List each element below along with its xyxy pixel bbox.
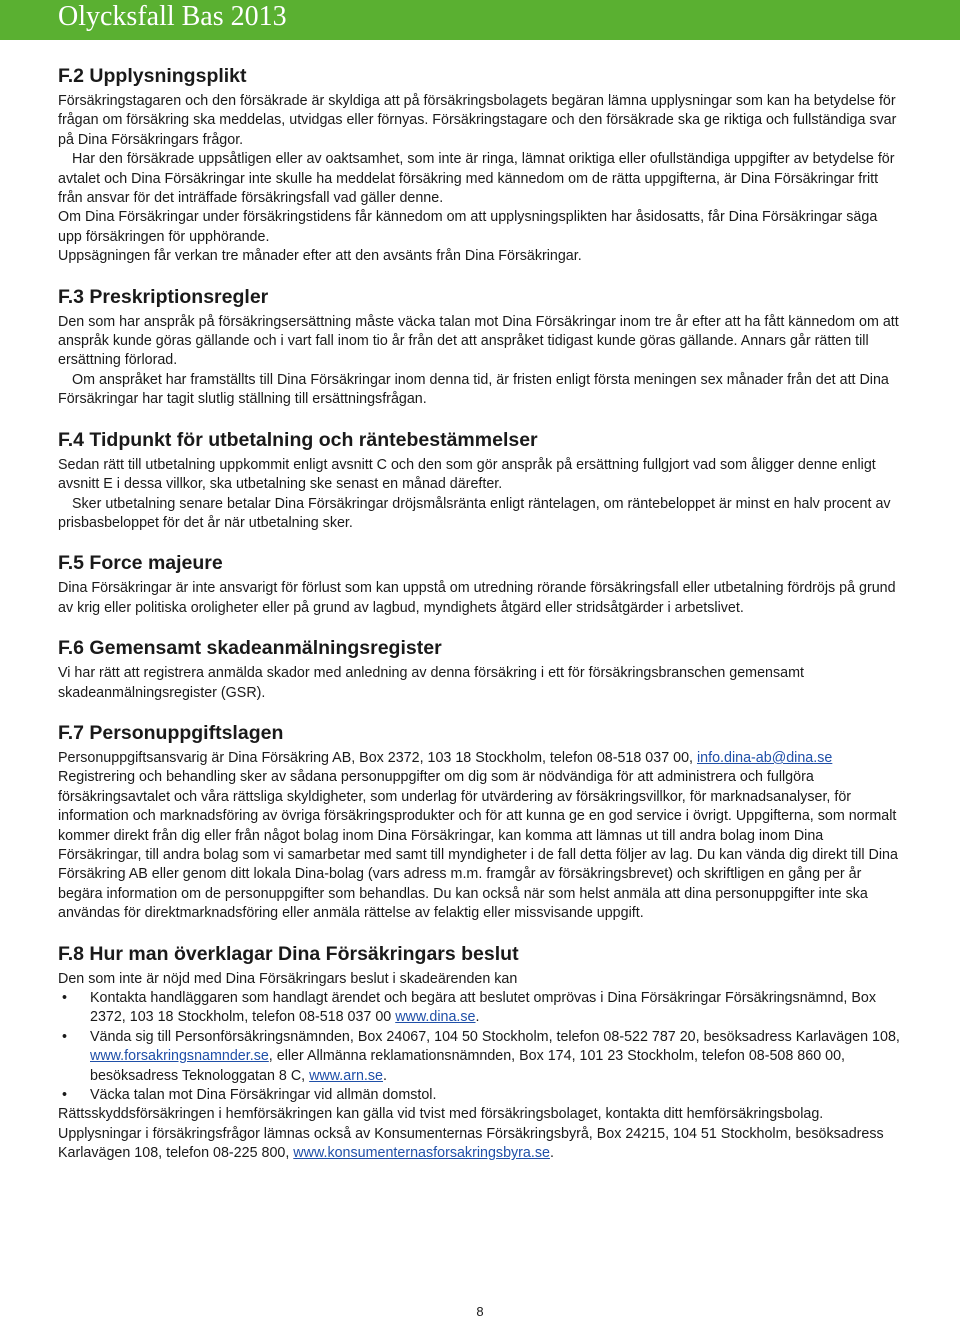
section-heading: F.5 Force majeure	[58, 552, 223, 575]
section-f3	[58, 285, 904, 410]
paragraph	[58, 749, 904, 924]
konsumenternas-link[interactable]: www.konsumenternasforsakringsbyra.se	[293, 1145, 550, 1162]
list-item	[58, 1086, 904, 1105]
document-title: Olycksfall Bas 2013	[58, 1, 287, 32]
bullet-list	[58, 989, 904, 1105]
paragraph: Om Dina Försäkringar under försäkringstidens får kännedom om att upplysningsplikten har åsidosatts, får Dina Försäkringar säga upp försäkringen för upphörande.	[58, 209, 878, 245]
text-run: Kontakta handläggaren som handlagt ärendet och begära att beslutet omprövas i Dina Försäkringar Försäkringsnämnd, Box 2372, 103 18 Stockholm, telefon 08-518 037 00	[90, 990, 876, 1026]
section-heading: F.4 Tidpunkt för utbetalning och räntebestämmelser	[58, 428, 538, 451]
bullet-icon: •	[62, 990, 68, 1006]
section-f4	[58, 428, 904, 534]
section-f2	[58, 64, 904, 267]
paragraph: Den som inte är nöjd med Dina Försäkringars beslut i skadeärenden kan	[58, 970, 518, 987]
list-item	[58, 1028, 904, 1086]
paragraph: Om anspråket har framställts till Dina Försäkringar inom denna tid, är fristen enligt första meningen sex månader från det att Dina Försäkringar har tagit slutlig ställning till ersättningsfrågan.	[58, 371, 889, 408]
text-run: Rättsskyddsförsäkringen i hemförsäkringen kan gälla vid tvist med försäkringsbolaget, kontakta ditt hemförsäkringsbolag. Upplysningar i försäkringsfrågor lämnas också av Konsumenternas Försäkringsbyrå, Box 24215, 104 51 Stockholm, besöksadress Karlavägen 108, telefon 08-225 800,	[58, 1106, 884, 1162]
section-heading: F.2 Upplysningsplikt	[58, 65, 247, 87]
section-f5	[58, 551, 904, 618]
section-heading: F.8 Hur man överklagar Dina Försäkringars beslut	[58, 942, 519, 965]
forsakringsnamnder-link[interactable]: www.forsakringsnamnder.se	[90, 1048, 269, 1065]
paragraph	[58, 1105, 904, 1163]
text-run: Personuppgiftsansvarig är Dina Försäkring AB, Box 2372, 103 18 Stockholm, telefon 08-518 037 00,	[58, 749, 697, 766]
document-body	[58, 64, 904, 1164]
section-heading: F.3 Preskriptionsregler	[58, 285, 269, 308]
section-f6	[58, 636, 904, 703]
text-run: Registrering och behandling sker av sådana personuppgifter om dig som är nödvändiga för att administrera och fullgöra försäkringsavtalet och våra rättsliga skyldigheter, som underlag för utvärdering av försäkringsvillkor, för marknadsanalyser, för information och marknadsföring av övriga försäkringsprodukter och för att kunna ge en god service i övrigt. Uppgifterna, som normalt kommer direkt från dig eller från något bolag inom Dina Försäkringar, kan komma att lämnas ut till andra bolag inom Dina Försäkringar, till andra bolag som vi samarbetar med samt till myndigheter i de fall detta följer av lag. Du kan vända dig direkt till Dina Försäkring AB eller genom ditt lokala Dina-bolag (vars adress m.m. framgår av försäkringsbrevet) och skriftligen en gång per år begära information om de personuppgifter som behandlas. Du kan också när som helst anmäla att dina personuppgifter inte ska användas för direktmarknadsföring eller anmäla rättelse av felaktig eller missvisande uppgift.	[58, 769, 898, 922]
paragraph: Har den försäkrade uppsåtligen eller av oaktsamhet, som inte är ringa, lämnat oriktiga eller ofullständiga uppgifter av betydelse för avtalet och Dina Försäkringar inte skulle ha meddelat försäkring med kännedom om de rätta uppgifterna, är Dina Försäkringar fritt från ansvar för det inträffade försäkringsfall vad gäller denne.	[58, 151, 895, 207]
bullet-icon: •	[62, 1028, 68, 1045]
text-run: .	[383, 1067, 387, 1084]
paragraph: Den som har anspråk på försäkringsersättning måste väcka talan mot Dina Försäkringar inom tre år efter att ha fått kännedom om att anspråk kunde göras gällande och i vart fall inom tio år från det att anspråket tidigast kunde göras gällande. Annars går rätten till ersättning förlorad.	[58, 313, 899, 369]
section-f7	[58, 721, 904, 924]
arn-link[interactable]: www.arn.se	[309, 1067, 384, 1084]
text-run: Väcka talan mot Dina Försäkringar vid allmän domstol.	[90, 1087, 437, 1104]
email-link[interactable]: info.dina-ab@dina.se	[696, 749, 833, 766]
section-f8	[58, 942, 904, 1164]
paragraph: Försäkringstagaren och den försäkrade är skyldiga att på försäkringsbolagets begäran lämna upplysningar som kan ha betydelse för frågan om försäkring ska meddelas, utvidgas eller förnyas. Försäkringstagare och den försäkrade ska ge riktiga och fullständiga svar på Dina Försäkringars frågor.	[58, 93, 897, 148]
page-number: 8	[476, 1304, 484, 1319]
paragraph: Dina Försäkringar är inte ansvarigt för förlust som kan uppstå om utredning rörande försäkringsfall eller utbetalning fördröjs på grund av krig eller politiska oroligheter eller på grund av lagbud, myndighets åtgärd eller stridsåtgärder i arbetslivet.	[58, 580, 896, 616]
text-run: .	[549, 1145, 554, 1162]
text-run: Vända sig till Personförsäkringsnämnden, Box 24067, 104 50 Stockholm, telefon 08-522 787 20, besöksadress Karlavägen 108,	[90, 1028, 900, 1045]
paragraph: Vi har rätt att registrera anmälda skador med anledning av denna försäkring i ett för försäkringsbranschen gemensamt skadeanmälningsregister (GSR).	[58, 665, 804, 701]
paragraph: Sker utbetalning senare betalar Dina Försäkringar dröjsmålsränta enligt räntelagen, om räntebeloppet är minst en halv procent av prisbasbeloppet för det år när utbetalning sker.	[58, 495, 891, 531]
text-run: , eller Allmänna reklamationsnämnden, Box 174, 101 23 Stockholm, telefon 08-508 860 00, besöksadress Teknologgatan 8 C,	[90, 1048, 846, 1084]
dina-link[interactable]: www.dina.se	[395, 1009, 476, 1026]
section-heading: F.7 Personuppgiftslagen	[58, 721, 284, 744]
paragraph: Sedan rätt till utbetalning uppkommit enligt avsnitt C och den som gör anspråk på ersättning fullgjort vad som åligger denne enligt avsnitt E i dessa villkor, ska utbetalning ske senast en månad därefter.	[58, 456, 876, 493]
list-item	[58, 989, 904, 1028]
paragraph: Uppsägningen får verkan tre månader efter att den avsänts från Dina Försäkringar.	[58, 248, 582, 265]
section-heading: F.6 Gemensamt skadeanmälningsregister	[58, 637, 442, 660]
bullet-icon: •	[62, 1087, 68, 1104]
text-run: .	[475, 1009, 480, 1026]
